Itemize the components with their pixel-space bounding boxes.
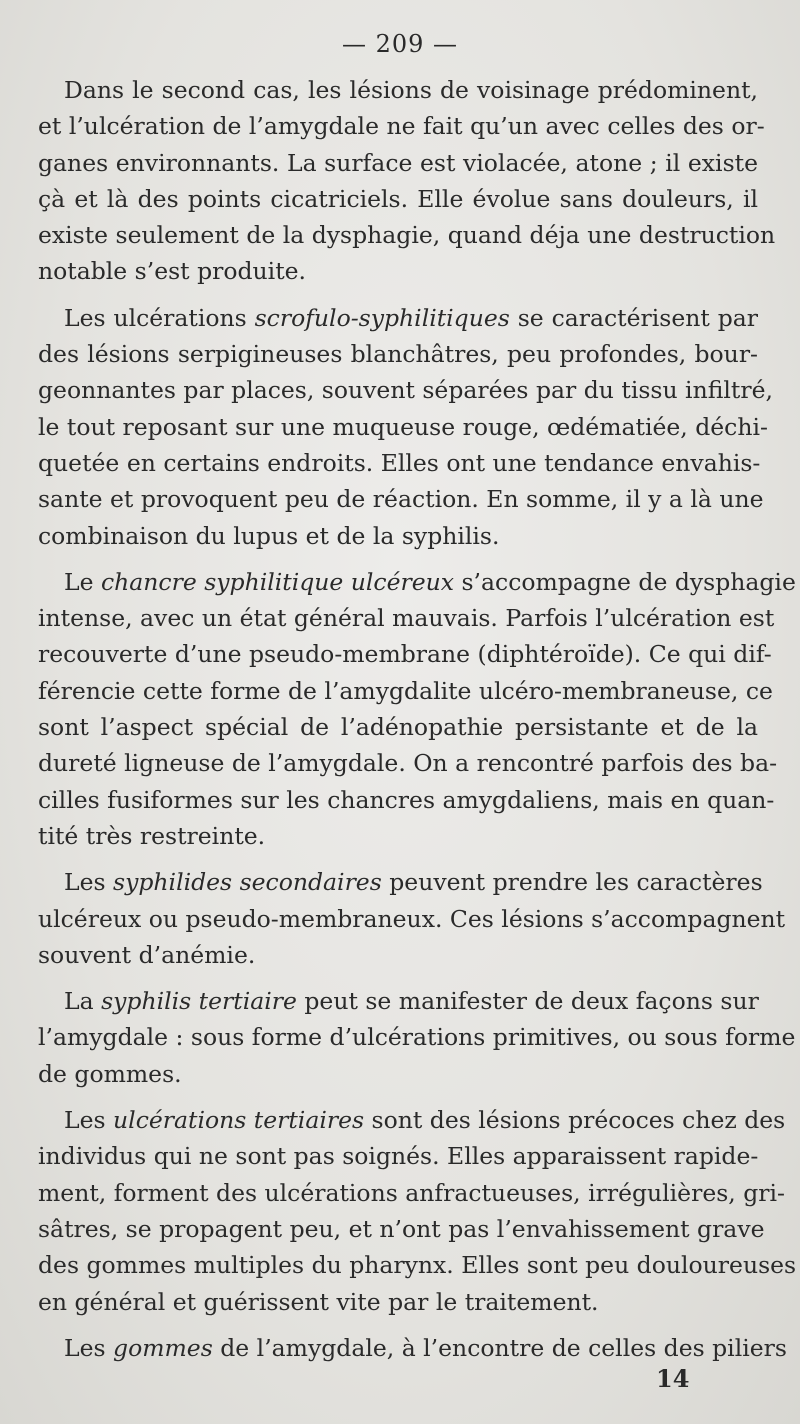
text-segment: individus qui ne sont pas soignés. Elles apparaissent rapide- [38,1142,759,1171]
paragraph [38,864,786,973]
text-line [38,709,758,745]
text-segment: se caractérisent par [509,303,758,332]
text-segment: sante et provoquent peu de réaction. En somme, il y a là une [38,485,764,514]
text-segment: dureté ligneuse de l’amygdale. On a rencontré parfois des ba- [38,749,778,778]
text-line [38,481,764,517]
text-segment: sont des lésions précoces chez des [364,1106,786,1135]
text-line [38,818,758,854]
text-segment: des gommes multiples du pharynx. Elles sont peu douloureuses [38,1251,797,1280]
text-line [38,636,772,672]
text-segment: Les [64,1333,114,1362]
text-segment: Les ulcérations [64,303,255,332]
text-line [38,445,761,481]
text-line [38,181,758,217]
italic-term: scrofulo-syphilitiques [254,303,510,332]
text-segment: tité très restreinte. [38,821,266,850]
text-segment: ulcéreux ou pseudo-membraneux. Ces lésions s’accompagnent [38,904,786,933]
text-segment: ment, forment des ulcérations anfractueuses, irrégulières, gri- [38,1178,785,1207]
text-segment: en général et guérissent vite par le traitement. [38,1287,599,1316]
text-segment: quetée en certains endroits. Elles ont une tendance envahis- [38,448,761,477]
paragraph [38,72,776,290]
text-line [38,564,796,600]
text-segment: s’accompagne de dysphagie [454,567,796,596]
text-line [38,108,765,144]
text-segment: peuvent prendre les caractères [381,868,763,897]
text-line [38,253,758,289]
paragraph [38,1330,787,1366]
text-line [38,1175,785,1211]
text-segment: Dans le second cas, les lésions de voisinage prédominent, [64,76,758,104]
text-line [38,937,758,973]
text-segment: souvent d’anémie. [38,940,256,969]
text-segment: intense, avec un état général mauvais. Parfois l’ulcération est [38,604,775,633]
text-line [38,745,778,781]
text-segment: sont l’aspect spécial de l’adénopathie persistante et de la [38,713,758,742]
text-line [38,372,773,408]
text-line [38,300,758,336]
paragraph [38,300,773,554]
paragraph [38,564,796,854]
text-segment: de l’amygdale, à l’encontre de celles des piliers [212,1333,787,1362]
italic-term: syphilides secondaires [113,868,382,897]
italic-term: gommes [113,1333,213,1362]
text-line [38,145,758,181]
text-line [38,72,758,108]
text-line [38,983,758,1019]
text-line [38,782,775,818]
text-line [38,600,775,636]
text-line [38,336,758,372]
text-segment: Le [64,567,101,596]
text-segment: çà et là des points cicatriciels. Elle évolue sans douleurs, il [38,184,758,213]
text-segment: cilles fusiformes sur les chancres amygdaliens, mais en quan- [38,785,775,814]
body-text [38,72,797,1376]
text-line [38,1284,758,1320]
text-segment: ganes environnants. La surface est violacée, atone ; il existe [38,148,758,177]
paragraph [38,983,796,1092]
text-line [38,1211,765,1247]
text-line [38,217,776,253]
text-line [38,673,773,709]
text-segment: le tout reposant sur une muqueuse rouge, œdématiée, déchi- [38,412,768,441]
text-line [38,864,763,900]
text-segment: peut se manifester de deux façons sur [296,987,759,1016]
signature-mark: 14 [656,1364,690,1393]
text-segment: des lésions serpigineuses blanchâtres, peu profondes, bour- [38,340,758,369]
text-segment: recouverte d’une pseudo-membrane (diphtéroïde). Ce qui dif- [38,640,772,669]
text-line [38,409,768,445]
text-line [38,1330,787,1366]
text-segment: l’amygdale : sous forme d’ulcérations primitives, ou sous forme [38,1023,796,1052]
text-line [38,1102,786,1138]
italic-term: ulcérations tertiaires [113,1106,365,1135]
text-segment: existe seulement de la dysphagie, quand déja une destruction [38,221,776,250]
text-segment: La [64,987,102,1016]
italic-term: chancre syphilitique ulcéreux [100,567,455,596]
text-segment: geonnantes par places, souvent séparées par du tissu infiltré, [38,376,773,405]
text-segment: de gommes. [38,1059,182,1088]
text-segment: combinaison du lupus et de la syphilis. [38,521,500,550]
text-segment: notable s’est produite. [38,257,307,286]
italic-term: syphilis tertiaire [101,987,297,1016]
text-line [38,1247,797,1283]
text-segment: sâtres, se propagent peu, et n’ont pas l’envahissement grave [38,1214,765,1243]
text-segment: et l’ulcération de l’amygdale ne fait qu’un avec celles des or- [38,112,765,141]
text-segment: Les [64,868,114,897]
text-line [38,1056,758,1092]
text-segment: férencie cette forme de l’amygdalite ulcéro-membraneuse, ce [38,676,773,705]
text-segment: Les [64,1106,114,1135]
text-line [38,518,758,554]
paragraph [38,1102,797,1320]
text-line [38,1138,758,1174]
text-line [38,901,786,937]
text-line [38,1019,796,1055]
page-number: — 209 — [341,30,459,58]
